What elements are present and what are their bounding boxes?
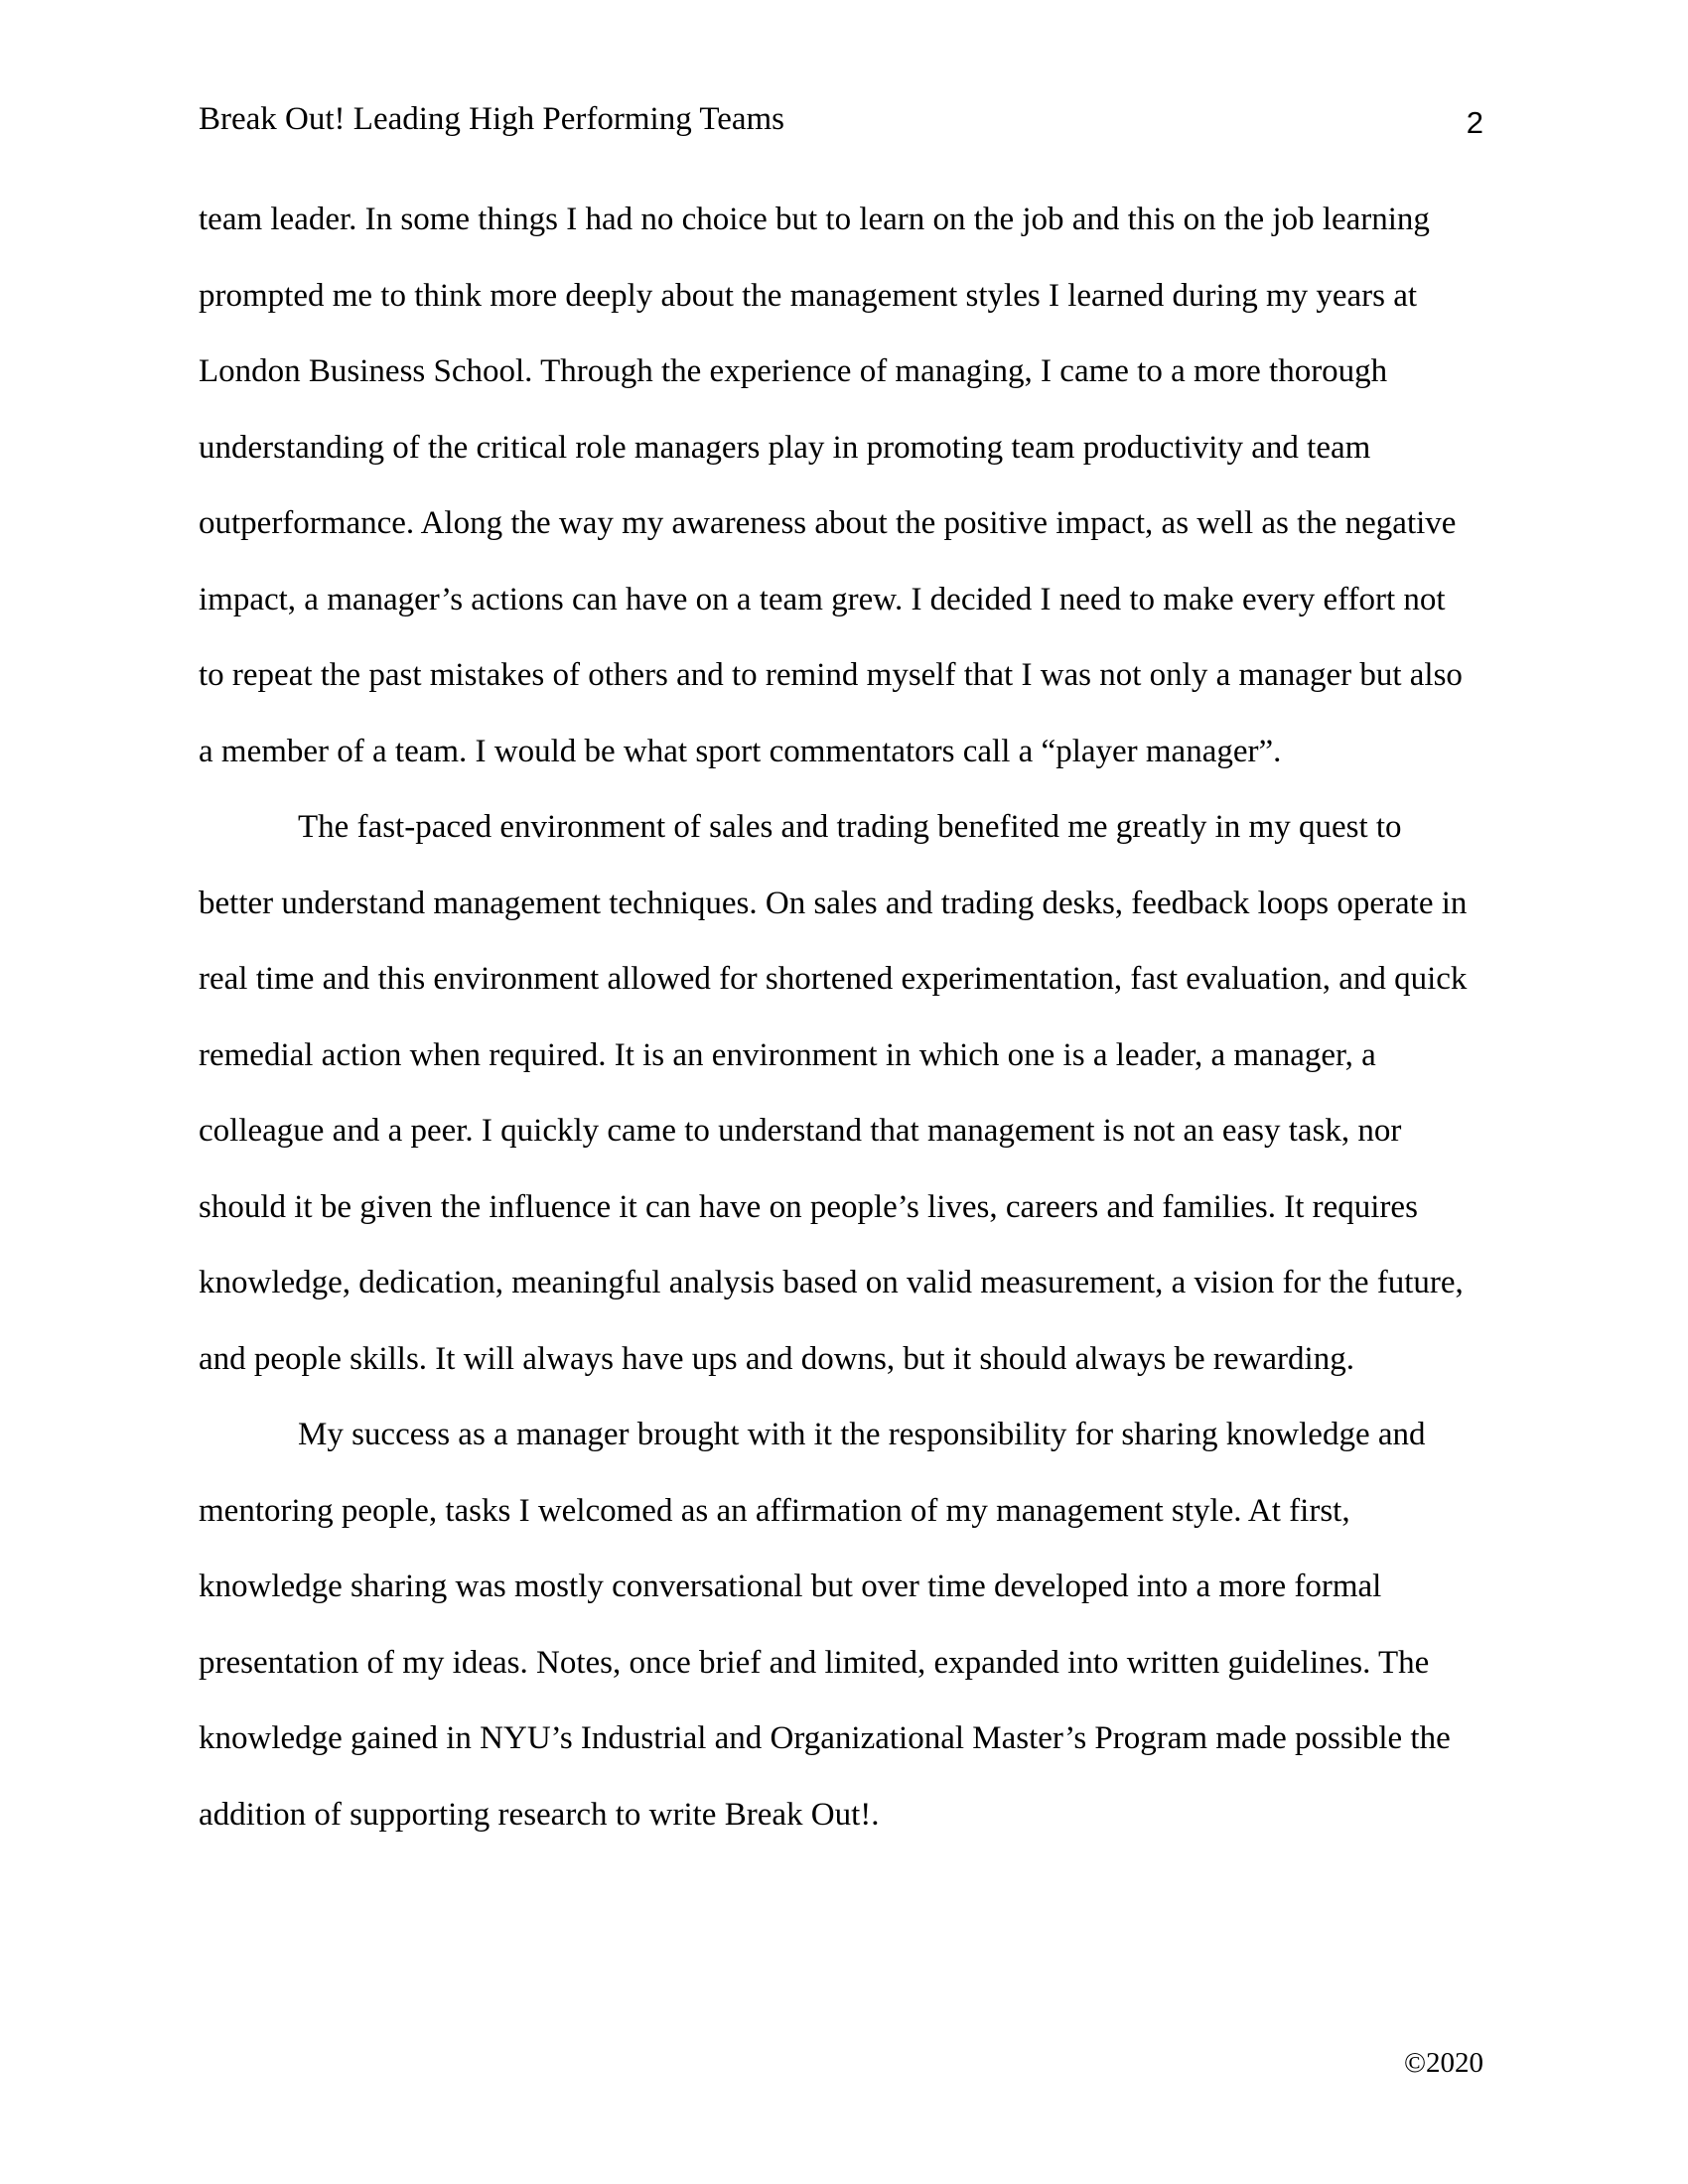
text-line: team leader. In some things I had no choice but to learn on the job and this on the job learning bbox=[199, 202, 1430, 237]
text-line: prompted me to think more deeply about the management styles I learned during my years at bbox=[199, 277, 1418, 314]
page-number: 2 bbox=[1466, 105, 1483, 140]
text-line: London Business School. Through the experience of managing, I came to a more thorough bbox=[199, 353, 1388, 389]
text-line: to repeat the past mistakes of others and to remind myself that I was not only a manager but also bbox=[199, 657, 1463, 693]
copyright-notice: ©2020 bbox=[1403, 2047, 1483, 2079]
text-line: outperformance. Along the way my awareness about the positive impact, as well as the negative bbox=[199, 505, 1457, 541]
text-line: knowledge, dedication, meaningful analysis based on valid measurement, a vision for the future, bbox=[199, 1265, 1464, 1300]
text-line: knowledge sharing was mostly conversational but over time developed into a more formal bbox=[199, 1569, 1382, 1604]
running-head-title: Break Out! Leading High Performing Teams bbox=[199, 101, 785, 137]
text-line: better understand management techniques. On sales and trading desks, feedback loops operate in bbox=[199, 885, 1468, 921]
text-line: presentation of my ideas. Notes, once brief and limited, expanded into written guidelines. The bbox=[199, 1644, 1430, 1681]
text-line: real time and this environment allowed for shortened experimentation, fast evaluation, and quick bbox=[199, 961, 1468, 997]
text-line: a member of a team. I would be what sport commentators call a “player manager”. bbox=[199, 733, 1282, 769]
text-line: impact, a manager’s actions can have on a team grew. I decided I need to make every effort not bbox=[199, 581, 1446, 617]
text-line: understanding of the critical role managers play in promoting team productivity and team bbox=[199, 429, 1371, 466]
text-line: knowledge gained in NYU’s Industrial and Organizational Master’s Program made possible the bbox=[199, 1720, 1451, 1756]
text-line: remedial action when required. It is an environment in which one is a leader, a manager, a bbox=[199, 1036, 1376, 1073]
paragraph-first-line: The fast-paced environment of sales and trading benefited me greatly in my quest to bbox=[298, 809, 1402, 845]
text-line: colleague and a peer. I quickly came to understand that management is not an easy task, nor bbox=[199, 1113, 1402, 1149]
text-line: and people skills. It will always have ups and downs, but it should always be rewarding. bbox=[199, 1340, 1354, 1377]
text-line: addition of supporting research to write Break Out!. bbox=[199, 1796, 880, 1833]
text-line: should it be given the influence it can have on people’s lives, careers and families. It requires bbox=[199, 1188, 1418, 1225]
body-text bbox=[199, 195, 1499, 1865]
paragraph-first-line: My success as a manager brought with it the responsibility for sharing knowledge and bbox=[298, 1417, 1426, 1452]
text-line: mentoring people, tasks I welcomed as an affirmation of my management style. At first, bbox=[199, 1492, 1350, 1529]
